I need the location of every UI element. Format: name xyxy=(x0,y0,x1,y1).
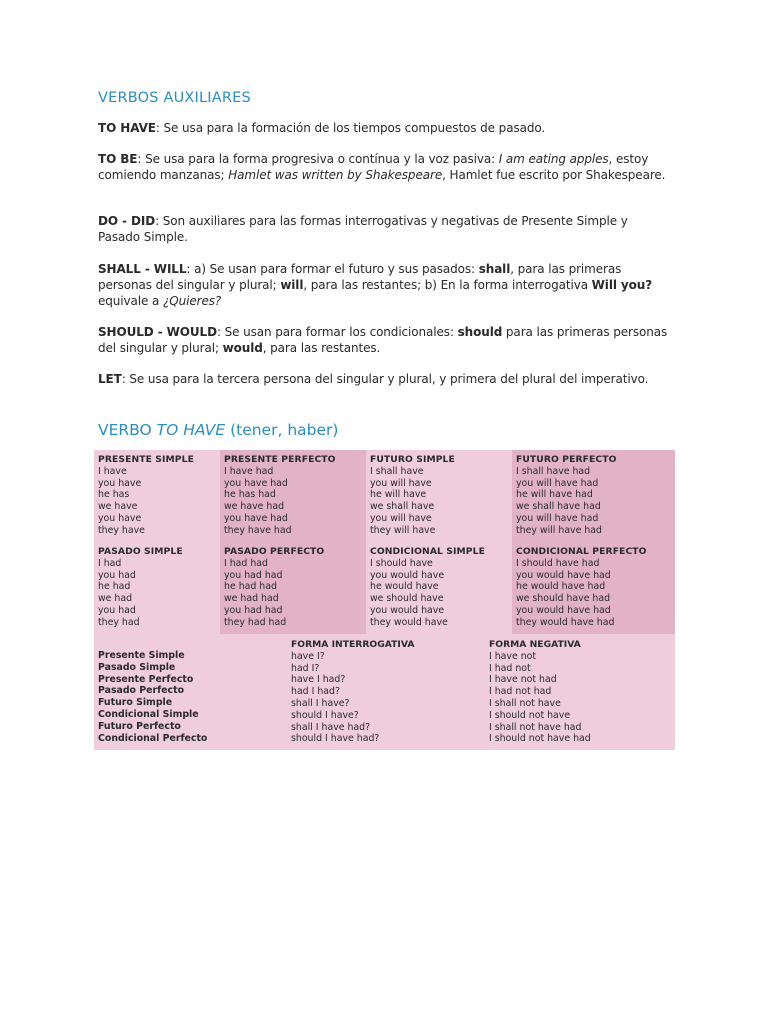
cell-form: we had xyxy=(98,593,133,605)
paragraph-let xyxy=(98,371,673,387)
paragraph-text: , para las restantes. xyxy=(262,341,381,355)
paragraph-to-have xyxy=(98,120,673,136)
cell-form: he will have xyxy=(370,489,427,501)
cell-form: they would have xyxy=(370,616,448,628)
paragraph-text: : a) Se usan para formar el futuro y sus pasados: xyxy=(186,262,479,276)
cell-form: he had xyxy=(98,581,131,593)
cell-form: he would have had xyxy=(516,581,606,593)
paragraph-text: , para las primeras personas del singular y plural; xyxy=(98,262,622,292)
cell-form: you have had xyxy=(224,512,288,524)
interrogative-form: shall I have? xyxy=(291,697,350,709)
cell-header: FUTURO SIMPLE xyxy=(370,454,455,465)
interrogative-column xyxy=(291,639,414,745)
term-let: LET xyxy=(98,372,122,386)
cell-form: they had xyxy=(98,616,140,628)
cell-form: I had xyxy=(98,557,122,569)
example-text: I am eating apples xyxy=(498,152,609,166)
cell-form: he has had xyxy=(224,489,276,501)
tense-label: Pasado Perfecto xyxy=(98,685,185,697)
example-text: ¿Quieres? xyxy=(163,294,222,308)
paragraph-text: para las primeras personas del singular y plural; xyxy=(98,325,668,355)
paragraph-text: equivale a xyxy=(98,294,163,308)
paragraph-text: : Se usa para la formación de los tiempos compuestos de pasado. xyxy=(155,121,546,135)
keyword: should xyxy=(457,325,503,339)
conjugation-table xyxy=(94,450,675,750)
cell-form: you will have xyxy=(370,477,432,489)
negative-form: I had not had xyxy=(489,686,552,698)
paragraph-text: : Se usa para la tercera persona del singular y plural, y primera del plural del imperativo. xyxy=(121,372,649,386)
paragraph-text: : Se usan para formar los condicionales: xyxy=(216,325,458,339)
cell-form: they have xyxy=(98,524,145,536)
paragraph-text: , Hamlet fue escrito por Shakespeare. xyxy=(442,168,666,182)
cell-form: you have had xyxy=(224,477,288,489)
cell-header: CONDICIONAL PERFECTO xyxy=(516,546,647,557)
cell-header: PASADO PERFECTO xyxy=(224,546,325,557)
cell-form: you had had xyxy=(224,569,283,581)
cell-form: we shall have xyxy=(370,501,435,513)
cell-form: we have had xyxy=(224,501,285,513)
interrogative-form: shall I have had? xyxy=(291,721,371,733)
cell-form: we have xyxy=(98,501,138,513)
paragraph-should-would xyxy=(98,324,673,356)
cell-form: we shall have had xyxy=(516,501,601,513)
section-title-to-have xyxy=(98,421,338,439)
cell-form: he has xyxy=(98,489,130,501)
interrogative-form: should I have had? xyxy=(291,733,380,745)
negative-form: I have not had xyxy=(489,674,557,686)
cell-form: you would have had xyxy=(516,604,611,616)
tense-label: Presente Simple xyxy=(98,650,185,661)
column-header: FORMA NEGATIVA xyxy=(489,639,581,650)
interrogative-form: have I? xyxy=(291,650,325,662)
cell-form: you will have had xyxy=(516,512,599,524)
cell-form: you had had xyxy=(224,604,283,616)
negative-form: I shall not have xyxy=(489,697,561,709)
negative-form: I should not have xyxy=(489,709,571,721)
tense-label: Presente Perfecto xyxy=(98,673,194,685)
paragraph-to-be xyxy=(98,151,673,183)
tense-label: Pasado Simple xyxy=(98,661,176,673)
cell-header: PASADO SIMPLE xyxy=(98,546,183,557)
keyword: Will you? xyxy=(591,278,653,292)
conj-presente-perfecto xyxy=(220,450,366,542)
conj-condicional-perfecto xyxy=(512,542,675,634)
cell-form: you have xyxy=(98,477,142,489)
term-to-have: TO HAVE xyxy=(98,121,156,135)
cell-form: I had had xyxy=(224,557,269,569)
paragraph-shall-will xyxy=(98,261,673,309)
cell-form: I should have had xyxy=(516,557,600,569)
title-part: TO HAVE xyxy=(156,421,226,439)
tense-label: Futuro Simple xyxy=(98,697,173,709)
interrogative-form: had I had? xyxy=(291,686,340,698)
cell-header: FUTURO PERFECTO xyxy=(516,454,617,465)
section-title-auxiliares: VERBOS AUXILIARES xyxy=(98,90,251,106)
cell-form: you will have xyxy=(370,512,432,524)
negative-column xyxy=(489,639,591,745)
keyword: would xyxy=(222,341,263,355)
cell-form: I shall have had xyxy=(516,465,591,477)
tense-label: Condicional Simple xyxy=(98,708,199,720)
cell-header: CONDICIONAL SIMPLE xyxy=(370,546,485,557)
cell-form: I shall have xyxy=(370,465,424,477)
conj-futuro-simple xyxy=(366,450,512,542)
cell-form: we had had xyxy=(224,593,279,605)
cell-form: we should have xyxy=(370,593,444,605)
cell-form: we should have had xyxy=(516,593,611,605)
tense-labels-column xyxy=(98,650,207,744)
negative-form: I should not have had xyxy=(489,733,591,745)
cell-form: they will have had xyxy=(516,524,602,536)
cell-form: they had had xyxy=(224,616,287,628)
tense-label: Condicional Perfecto xyxy=(98,732,208,744)
term-to-be: TO BE xyxy=(98,152,138,166)
title-part: VERBO xyxy=(98,421,157,439)
term-do-did: DO - DID xyxy=(98,214,156,228)
keyword: shall xyxy=(478,262,511,276)
cell-form: he will have had xyxy=(516,489,593,501)
negative-form: I have not xyxy=(489,650,537,662)
conj-pasado-perfecto xyxy=(220,542,366,634)
cell-form: I should have xyxy=(370,557,433,569)
title-part: (tener, haber) xyxy=(225,421,339,439)
paragraph-text: : Se usa para la forma progresiva o contínua y la voz pasiva: xyxy=(137,152,499,166)
tense-label: Futuro Perfecto xyxy=(98,720,181,732)
cell-form: I have had xyxy=(224,465,274,477)
keyword: will xyxy=(280,278,304,292)
conj-futuro-perfecto xyxy=(512,450,675,542)
paragraph-do-did xyxy=(98,213,673,245)
cell-form: you had xyxy=(98,569,136,581)
negative-form: I shall not have had xyxy=(489,721,582,733)
cell-header: PRESENTE SIMPLE xyxy=(98,454,194,465)
example-text: Hamlet was written by Shakespeare xyxy=(228,168,443,182)
conj-presente-simple xyxy=(94,450,220,542)
paragraph-text: , para las restantes; b) En la forma interrogativa xyxy=(303,278,592,292)
cell-form: you had xyxy=(98,604,136,616)
interrogative-form: should I have? xyxy=(291,709,359,721)
interrogative-form: have I had? xyxy=(291,674,346,686)
cell-form: he had had xyxy=(224,581,277,593)
cell-form: you would have xyxy=(370,604,445,616)
conj-pasado-simple xyxy=(94,542,220,634)
interrogative-form: had I? xyxy=(291,662,320,674)
cell-form: you have xyxy=(98,512,142,524)
paragraph-text: , estoy comiendo manzanas; xyxy=(98,152,649,182)
term-shall-will: SHALL - WILL xyxy=(98,262,187,276)
cell-form: they will have xyxy=(370,524,436,536)
column-header: FORMA INTERROGATIVA xyxy=(291,639,415,650)
cell-form: you will have had xyxy=(516,477,599,489)
cell-form: you would have had xyxy=(516,569,611,581)
paragraph-text: : Son auxiliares para las formas interrogativas y negativas de Presente Simple y Pasado Simple. xyxy=(98,214,628,244)
cell-form: you would have xyxy=(370,569,445,581)
negative-form: I had not xyxy=(489,662,531,674)
cell-form: they have had xyxy=(224,524,292,536)
term-should-would: SHOULD - WOULD xyxy=(98,325,217,339)
cell-form: they would have had xyxy=(516,616,615,628)
cell-form: he would have xyxy=(370,581,439,593)
conj-condicional-simple xyxy=(366,542,512,634)
cell-form: I have xyxy=(98,465,127,477)
cell-header: PRESENTE PERFECTO xyxy=(224,454,336,465)
